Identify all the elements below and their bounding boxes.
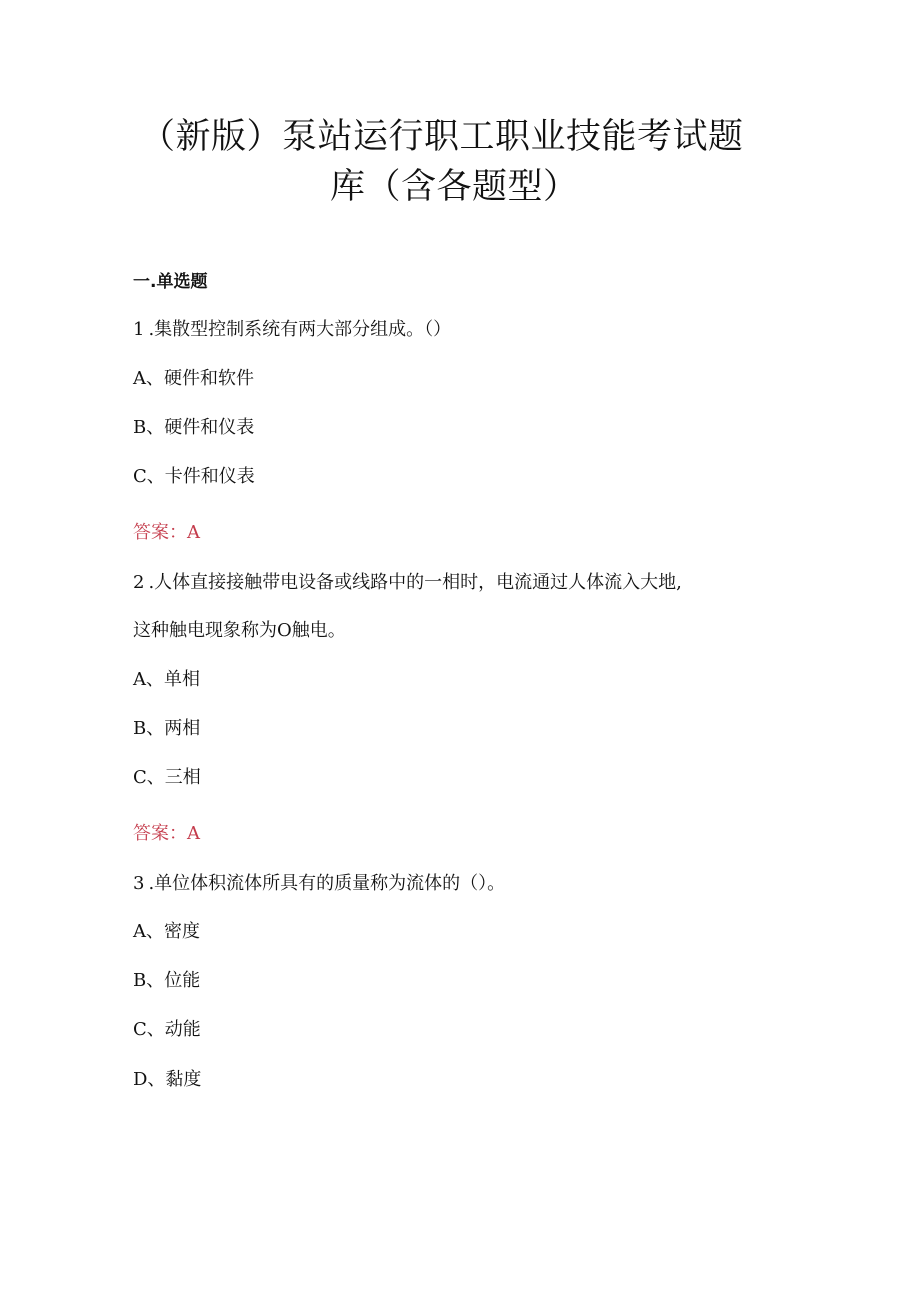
- option-3a: A、密度: [133, 921, 200, 942]
- option-3c: C、动能: [133, 1019, 201, 1040]
- question-number: 1: [133, 319, 149, 340]
- option-1a: A、硬件和软件: [133, 368, 254, 389]
- question-stem: .单位体积流体所具有的质量称为流体的（）。: [148, 873, 506, 894]
- document-title: [140, 112, 790, 212]
- answer-2: 答案：A: [133, 823, 200, 844]
- question-number: 2: [133, 572, 149, 593]
- question-2-continued: 这种触电现象称为O触电。: [133, 620, 346, 641]
- question-3: [133, 872, 505, 896]
- title-line-2: 库（含各题型）: [330, 167, 579, 207]
- section-heading: 一.单选题: [133, 272, 208, 292]
- option-2b: B、两相: [133, 718, 201, 739]
- option-1c: C、卡件和仪表: [133, 466, 255, 487]
- option-3d: D、黏度: [133, 1069, 202, 1090]
- question-number: 3: [133, 873, 149, 894]
- option-1b: B、硬件和仪表: [133, 417, 255, 438]
- answer-1: 答案：A: [133, 522, 200, 543]
- option-2c: C、三相: [133, 767, 201, 788]
- question-stem: .集散型控制系统有两大部分组成。（）: [148, 319, 452, 340]
- option-2a: A、单相: [133, 669, 200, 690]
- question-2: [133, 571, 682, 595]
- title-line-1: （新版）泵站运行职工职业技能考试题: [140, 117, 744, 157]
- question-1: [133, 318, 451, 342]
- option-3b: B、位能: [133, 970, 201, 991]
- question-stem: .人体直接接触带电设备或线路中的一相时，电流通过人体流入大地,: [148, 572, 682, 593]
